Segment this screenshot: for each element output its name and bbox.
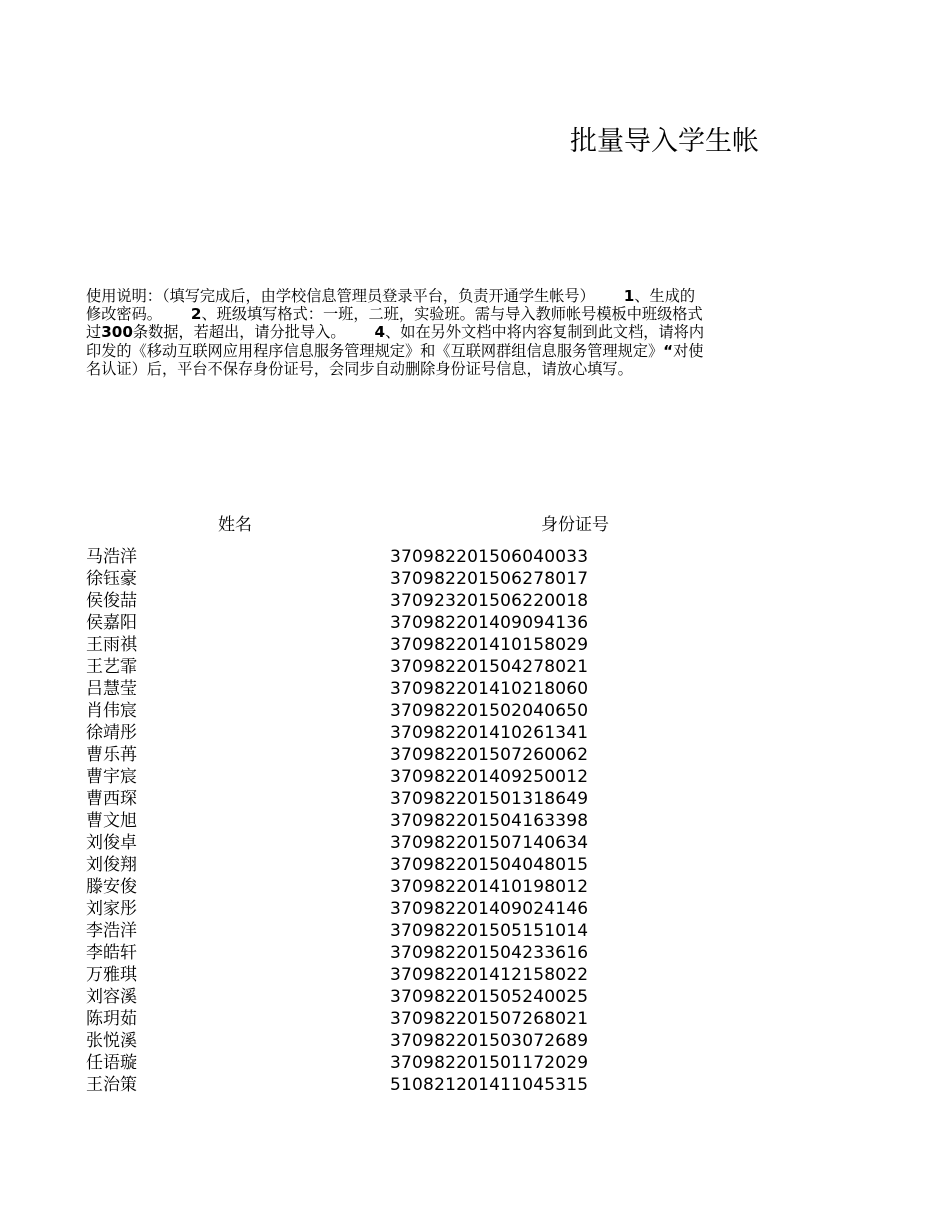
id-number-cell: 370923201506220018	[390, 591, 589, 611]
table-row	[0, 722, 770, 744]
student-name-cell: 曹西琛	[86, 789, 137, 809]
student-name-cell: 徐靖彤	[86, 723, 137, 743]
table-row	[0, 766, 770, 788]
student-name-cell: 曹文旭	[86, 811, 137, 831]
instruction-line-1: 使用说明：（填写完成后，由学校信息管理员登录平台，负责开通学生帐号） 1、生成的	[86, 287, 696, 305]
instruction-line-4: 印发的《移动互联网应用程序信息服务管理规定》和《互联网群组信息服务管理规定》“对使	[86, 341, 704, 360]
table-row	[0, 964, 770, 986]
table-row	[0, 1030, 770, 1052]
table-row	[0, 898, 770, 920]
table-row	[0, 744, 770, 766]
table-row	[0, 876, 770, 898]
student-name-cell: 王治策	[86, 1075, 137, 1095]
id-number-cell: 370982201505151014	[390, 921, 589, 941]
instruction-line-3: 过300条数据，若超出，请分批导入。 4、如在另外文档中将内容复制到此文档，请将内	[86, 323, 704, 342]
table-row	[0, 590, 770, 612]
table-row	[0, 1074, 770, 1096]
id-number-cell: 370982201412158022	[390, 965, 589, 985]
student-name-cell: 滕安俊	[86, 877, 137, 897]
table-row	[0, 854, 770, 876]
table-row	[0, 656, 770, 678]
student-name-cell: 刘俊卓	[86, 833, 137, 853]
id-number-cell: 370982201505240025	[390, 987, 589, 1007]
table-row	[0, 832, 770, 854]
table-row	[0, 546, 770, 568]
student-name-cell: 曹宇宸	[86, 767, 137, 787]
id-number-cell: 370982201410218060	[390, 679, 589, 699]
student-name-cell: 徐钰豪	[86, 569, 137, 589]
column-header-id-number: 身份证号	[541, 515, 609, 535]
table-row	[0, 700, 770, 722]
column-header-name: 姓名	[218, 515, 252, 535]
student-name-cell: 王雨祺	[86, 635, 137, 655]
id-number-cell: 370982201507268021	[390, 1009, 589, 1029]
student-table	[0, 546, 770, 1096]
table-row	[0, 986, 770, 1008]
id-number-cell: 370982201501172029	[390, 1053, 589, 1073]
table-row	[0, 810, 770, 832]
table-row	[0, 678, 770, 700]
student-name-cell: 侯嘉阳	[86, 613, 137, 633]
student-name-cell: 刘家彤	[86, 899, 137, 919]
id-number-cell: 370982201507260062	[390, 745, 589, 765]
id-number-cell: 370982201501318649	[390, 789, 589, 809]
id-number-cell: 370982201409094136	[390, 613, 589, 633]
table-row	[0, 612, 770, 634]
student-name-cell: 李皓轩	[86, 943, 137, 963]
table-row	[0, 568, 770, 590]
id-number-cell: 370982201410198012	[390, 877, 589, 897]
page-title: 批量导入学生帐	[570, 126, 759, 157]
student-name-cell: 万雅琪	[86, 965, 137, 985]
table-row	[0, 1052, 770, 1074]
id-number-cell: 370982201502040650	[390, 701, 589, 721]
table-row	[0, 942, 770, 964]
id-number-cell: 370982201410158029	[390, 635, 589, 655]
table-row	[0, 634, 770, 656]
id-number-cell: 370982201507140634	[390, 833, 589, 853]
student-name-cell: 刘容溪	[86, 987, 137, 1007]
student-name-cell: 肖伟宸	[86, 701, 137, 721]
id-number-cell: 370982201409024146	[390, 899, 589, 919]
table-row	[0, 920, 770, 942]
student-name-cell: 曹乐苒	[86, 745, 137, 765]
student-name-cell: 马浩洋	[86, 547, 137, 567]
instruction-line-2: 修改密码。 2、班级填写格式：一班，二班，实验班。需与导入教师帐号模板中班级格式	[86, 305, 703, 324]
id-number-cell: 370982201504278021	[390, 657, 589, 677]
usage-instructions	[86, 287, 770, 378]
id-number-cell: 370982201504048015	[390, 855, 589, 875]
student-name-cell: 侯俊喆	[86, 591, 137, 611]
student-name-cell: 陈玥茹	[86, 1009, 137, 1029]
id-number-cell: 370982201506040033	[390, 547, 589, 567]
id-number-cell: 370982201503072689	[390, 1031, 589, 1051]
student-name-cell: 王艺霏	[86, 657, 137, 677]
id-number-cell: 370982201410261341	[390, 723, 589, 743]
id-number-cell: 370982201504233616	[390, 943, 589, 963]
student-name-cell: 张悦溪	[86, 1031, 137, 1051]
student-name-cell: 吕慧莹	[86, 679, 137, 699]
table-row	[0, 1008, 770, 1030]
id-number-cell: 510821201411045315	[390, 1075, 589, 1095]
student-name-cell: 李浩洋	[86, 921, 137, 941]
id-number-cell: 370982201504163398	[390, 811, 589, 831]
id-number-cell: 370982201506278017	[390, 569, 589, 589]
instruction-line-5: 名认证）后，平台不保存身份证号，会同步自动删除身份证号信息，请放心填写。	[86, 359, 633, 378]
id-number-cell: 370982201409250012	[390, 767, 589, 787]
table-row	[0, 788, 770, 810]
student-name-cell: 刘俊翔	[86, 855, 137, 875]
student-name-cell: 任语璇	[86, 1053, 137, 1073]
